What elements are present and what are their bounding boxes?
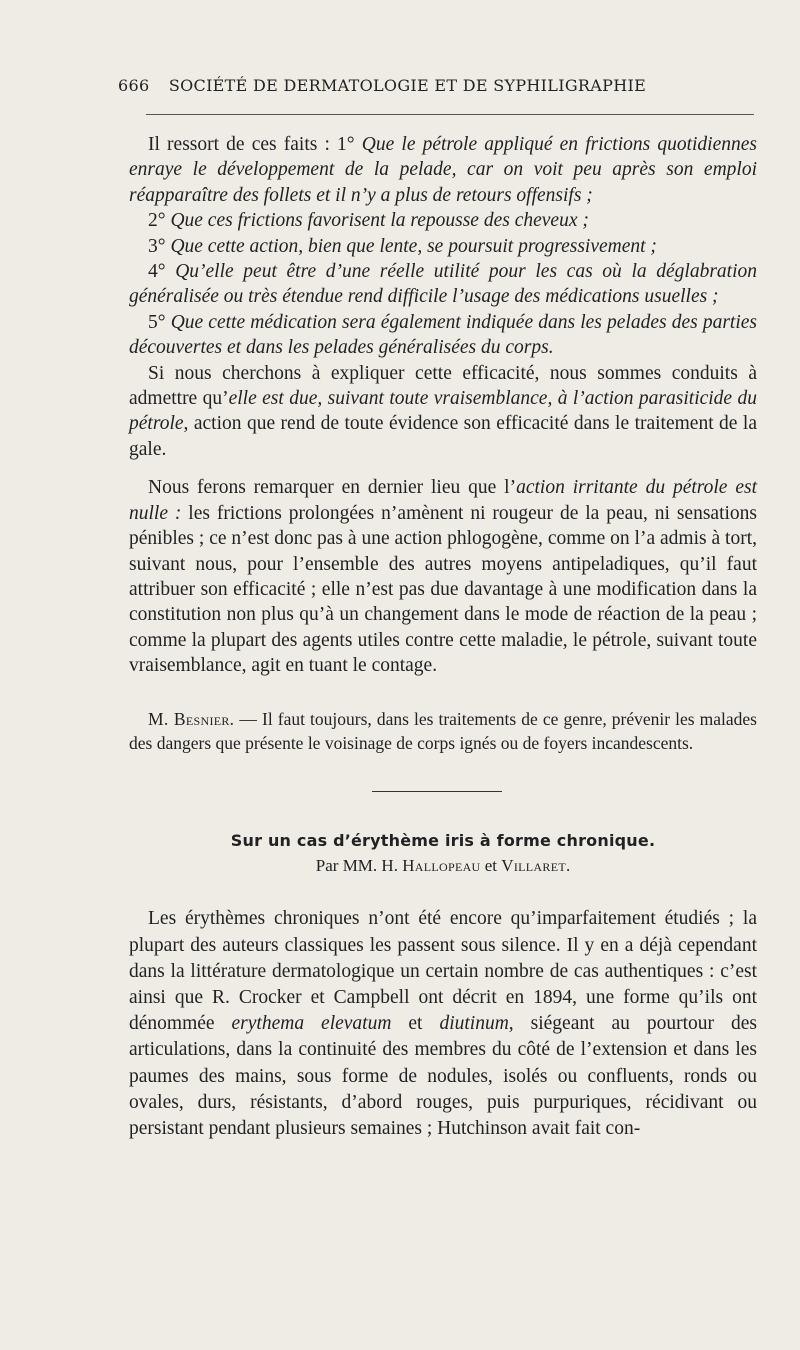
page-number: 666 [118, 76, 150, 95]
besnier-reply [129, 707, 757, 755]
authors-prefix: Par MM. H. [315, 855, 403, 875]
intro-diutinum: diutinum [439, 1013, 509, 1035]
conclusion-2-text: Que ces frictions favorisent la repousse des cheveux ; [170, 210, 589, 232]
conclusion-3 [129, 234, 757, 259]
intro-erythema-elevatum: erythema elevatum [231, 1013, 392, 1035]
intro-text-e: , siégeant au pourtour des articulations, dans la continuité des membres du côté de l’extension et dans les paumes des mains, sous forme de nodules, isolés ou confluents, ronds ou ovales, durs, résistants, d’abord rouges, puis purpuriques, récidivant ou persistant pendant plusieurs semaines ; Hutchinson avait fait con- [129, 1013, 757, 1139]
section-separator [372, 791, 502, 792]
irritation-text-italic: action irritante du pétrole est nulle : [129, 477, 757, 524]
intro-text-c: et [391, 1013, 440, 1035]
irritation-text-a: Nous ferons remarquer en dernier lieu que l’ [148, 477, 517, 499]
conclusion-3-num: 3° [148, 235, 171, 257]
conclusion-1 [129, 132, 757, 208]
irritation-text-c: les frictions prolongées n’amènent ni rougeur de la peau, ni sensations pénibles ; ce n’est donc pas à une action phlogogène, comme on l’a admis à tort, suivant nous, pour l’ensemble des autres moyens antipeladiques, qu’il faut attribuer son efficacité ; elle n’est pas due davantage à une modification dans la constitution non plus qu’à un changement dans le mode de réaction de la peau ; comme la plupart des agents utiles contre cette maladie, le pétrole, suivant toute vraisemblance, agit en tuant le contage. [129, 502, 758, 677]
intro-text-a: Les érythèmes chroniques n’ont été encore qu’imparfaitement étudiés ; la plupart des auteurs classiques les passent sous silence. Il y en a déjà cependant dans la littérature dermatologique un certain nombre de cas authentiques : c’est ainsi que R. Crocker et Campbell ont décrit en 1894, une forme qu’ils ont dénommée [129, 908, 757, 1035]
running-header [118, 76, 758, 95]
irritation-paragraph [129, 475, 757, 678]
efficacy-text-a: Si nous cherchons à expliquer cette efficacité, nous sommes conduits à admettre qu’ [129, 362, 757, 410]
conclusion-4-text: Qu’elle peut être d’une réelle utilité pour les cas où la déglabration généralisée ou très étendue rend difficile l’usage des médications usuelles ; [129, 261, 757, 308]
conclusion-5 [129, 310, 757, 361]
header-rule [146, 114, 754, 115]
authors-join: et [480, 855, 502, 875]
page-body [129, 132, 757, 1142]
conclusion-5-text: Que cette médication sera également indiquée dans les pelades des parties découvertes et dans les pelades généralisées du corps. [129, 311, 757, 359]
article-title: Sur un cas d’érythème iris à forme chronique. [230, 830, 656, 850]
reply-text: — Il faut toujours, dans les traitements de ce genre, prévenir les malades des dangers que présente le voisinage de corps ignés ou de foyers incandescents. [129, 708, 757, 753]
running-title: SOCIÉTÉ DE DERMATOLOGIE ET DE SYPHILIGRAPHIE [168, 76, 647, 95]
author-hallopeau: Hallopeau [402, 855, 481, 875]
reply-speaker: M. Besnier. [148, 708, 235, 729]
conclusion-1-text: Que le pétrole appliqué en frictions quotidiennes enraye le développement de la pelade, car on voit peu après son emploi réapparaître des follets et il n’y a plus de retours offensifs ; [129, 134, 758, 206]
author-villaret: Villaret [501, 855, 566, 875]
conclusion-2 [129, 208, 757, 233]
conclusion-4-num: 4° [148, 261, 176, 283]
conclusion-5-num: 5° [148, 311, 171, 333]
article-intro-paragraph [129, 906, 757, 1142]
conclusion-1-intro: Il ressort de ces faits : 1° [148, 134, 362, 155]
conclusion-3-text: Que cette action, bien que lente, se poursuit progressivement ; [170, 235, 657, 257]
conclusion-2-num: 2° [148, 210, 171, 232]
authors-suffix: . [565, 855, 571, 875]
article-authors [129, 853, 757, 878]
efficacy-text-c: , action que rend de toute évidence son efficacité dans le traitement de la gale. [129, 413, 757, 460]
efficacy-paragraph [129, 361, 757, 463]
conclusion-4 [129, 259, 757, 310]
efficacy-text-italic: elle est due, suivant toute vraisemblance, à l’action parasiticide du pétrole [129, 388, 757, 435]
